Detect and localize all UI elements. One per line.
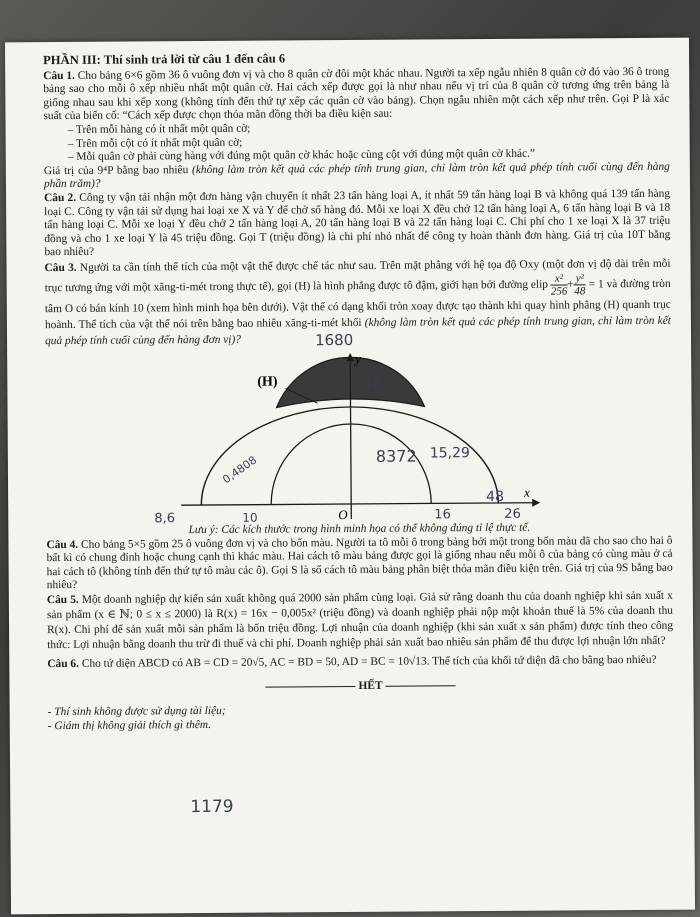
end-rule-right [385,685,455,686]
hand-note-26: 26 [504,506,521,522]
section-heading: PHẦN III: Thí sinh trả lời từ câu 1 đến câu 6 [43,51,286,68]
hand-note-15-29: 15,29 [429,445,470,462]
ellipse-circle-figure [45,349,672,525]
end-marker [47,678,673,696]
hand-note-10-axis: 10 [242,510,258,525]
q1-ask [44,161,670,193]
ellipse-fraction-x [551,272,568,297]
question-4 [46,534,672,593]
q3-ask-italic: (không làm tròn kết quả các phép tính trung gian, chỉ làm tròn kết quả phép tính cuối cùng đến hàng đơn vị)? [45,314,671,348]
question-3-label: Câu 3. [44,261,77,275]
q1-condition-3: – Mỗi quân cờ phải cùng hàng với đúng một quân cờ khác hoặc cùng cột với đúng một quân cờ khác.” [67,147,536,164]
hand-note-8-6: 8,6 [154,511,176,526]
q1-ask-plain: Giá trị của 9⁴P bằng bao nhiêu [43,163,189,177]
hand-note-1680: 1680 [314,330,354,350]
question-3-text-2: và đường tròn tâm O có bán kính 10 (xem hình minh họa bên dưới). Vật thể có dạng khối tròn xoay được tạo thành khi quay hình phẳng (H) quanh trục hoành. Thể tích của vật thể nói trên bằng bao nhiêu xăng-ti-mét khối [44,277,671,332]
q1-condition-2: – Trên mỗi cột có ít nhất một quân cờ; [67,136,243,150]
question-6-label: Câu 6. [47,657,80,670]
question-1-text: Cho bảng 6×6 gồm 36 ô vuông đơn vị và cho 8 quân cờ đôi một khác nhau. Người ta xếp ngẫu nhiên 8 quân cờ đó vào 36 ô trong bảng sao cho mỗi ô xếp nhiều nhất một quân cờ. Hai cách xếp được gọi là như nhau nếu vị trí của 8 quân cờ tương ứng trên bảng là giống nhau sau khi xếp xong (không tính đến thứ tự xếp các quân cờ vào bảng). Chọn ngẫu nhiên một cách xếp như trên. Gọi P là xác suất của biến cố: “Cách xếp được chọn thỏa mãn đồng thời ba điều kiện sau: [43,65,670,123]
frac-y-num: y² [574,272,586,285]
hand-note-16: 16 [434,507,451,523]
q1-condition-1: – Trên mỗi hàng có ít nhất một quân cờ; [67,122,251,136]
ellipse-fraction-y [574,272,586,297]
question-5-text: Một doanh nghiệp dự kiến sản xuất không quá 2000 sản phẩm cùng loại. Giả sử rằng doanh thu của doanh nghiệp khi sản xuất x sản phẩm (x ∈ ℕ; 0 ≤ x ≤ 2000) là R(x) = 16x − 0,005x² (triệu đồng) và doanh nghiệp phải nộp một khoản thuế là 5% của doanh thu R(x). Chi phí để sản xuất mỗi sản phẩm là bốn triệu đồng. Lợi nhuận của doanh nghiệp (khi sản xuất x sản phẩm) được tính theo công thức: Lợi nhuận bằng doanh thu trừ đi thuế và chi phí. Doanh nghiệp phải sản xuất bao nhiêu sản phẩm để thu được lợi nhuận lớn nhất? [46,589,674,651]
hand-note-8372: 8372 [375,446,417,466]
question-2-label: Câu 2. [44,191,77,205]
question-2-text: Công ty vận tải nhận một đơn hàng vận chuyển ít nhất 23 tấn hàng loại A, ít nhất 59 tấn hàng loại B và không quá 139 tấn hàng loại C. Công ty vận tải sử dụng hai loại xe X và Y để chở số hàng đó. Mỗi xe loại X đều chở 12 tấn hàng loại A, 6 tấn hàng loại B và 18 tấn hàng loại C. Mỗi xe loại Y đều chở 2 tấn hàng loại A, 20 tấn hàng loại B và 22 tấn hàng loại C. Chi phí cho 1 xe loại X là 37 triệu đồng và cho 1 xe loại Y là 45 triệu đồng. Gọi T (triệu đồng) là chi phí nhỏ nhất để công ty hoàn thành đơn hàng. Giá trị của 10T bằng bao nhiêu? [44,187,671,259]
hand-note-48: 48 [486,488,505,506]
label-region-h: (H) [257,374,278,390]
frac-x-num: x² [551,272,568,285]
question-5 [47,589,673,653]
label-origin: O [338,506,348,522]
end-label: HẾT [358,679,383,692]
question-3-text-1: Người ta cần tính thể tích của một vật thể được chế tác như sau. Trên mặt phẳng với hệ tọa độ Oxy (một đơn vị độ dài trên mỗi trục tương ứng với một xăng-ti-mét trong thực tế), gọi (H) là hình phẳng được tô đậm, giới hạn bởi đường elip [44,257,671,295]
question-4-label: Câu 4. [46,538,79,551]
label-y: y [355,350,362,366]
question-6 [47,652,673,672]
question-1 [43,65,669,124]
frac-y-den: 48 [574,285,586,298]
ellipse-equals: = 1 [588,278,604,291]
footer-notes [48,701,674,733]
question-5-label: Câu 5. [46,593,79,606]
question-1-label: Câu 1. [43,69,75,82]
hand-note-10-top: 10 [365,375,381,390]
hand-note-1179: 1179 [190,796,234,818]
figure-svg [45,349,672,525]
hand-note-0-4808: 0,4808 [220,453,260,487]
figure-note: Lưu ý: Các kích thước trong hình minh họa có thể không đúng tỉ lệ thực tế. [188,521,531,537]
x-axis [181,503,532,505]
label-x: x [524,484,530,500]
exam-paper [5,38,695,915]
exam-content [43,50,674,818]
question-4-text: Cho bảng 5×5 gồm 25 ô vuông đơn vị và cho bốn màu. Người ta tô mỗi ô trong bảng bởi một trong bốn màu đã cho sao cho hai ô bất kì có chung đỉnh hoặc chung cạnh thì khác màu. Hai cách tô màu bảng được gọi là giống nhau nếu mỗi ô của bảng có cùng màu ở cả hai cách tô (không tính đến thứ tự tô màu các ô). Gọi S là số cách tô màu bảng phân biệt thỏa mãn điều kiện trên. Giá trị của 9S bằng bao nhiêu? [46,534,673,592]
question-3: Câu 3. Người ta cần tính thể tích của một vật thể được chế tác như sau. Trên mặt phẳng với hệ tọa độ Oxy (một đơn vị độ dài trên mỗi trục tương ứng với một xăng-ti-mét trong thực tế), gọi (H) là hình phẳng được tô đậm, giới hạn bởi đường elip $\frac{\text{x²}}{256}$ + $\frac{\text{y²}}{48}$ = 1 và đường tròn tâm O có bán kính 10 (xem hình minh họa bên dưới). Vật thể có dạng khối tròn xoay được tạo thành khi quay hình phẳng (H) quanh trục hoành. Thể tích của vật thể nói trên bằng bao nhiêu xăng-ti-mét khối (không làm tròn kết quả các phép tính trung gian, chỉ làm tròn kết quả phép tính cuối cùng đến hàng đơn vị)? [44,257,671,348]
footer-note-1: - Thí sinh không được sử dụng tài liệu; [47,705,226,719]
question-6-text: Cho tứ diện ABCD có AB = CD = 20√5, AC = BD = 50, AD = BC = 10√13. Thể tích của khối tứ diện đã cho bằng bao nhiêu? [81,653,657,670]
question-2 [44,188,670,260]
footer-note-2: - Giám thị không giải thích gì thêm. [47,719,212,733]
end-rule-left [266,686,356,688]
x-axis-arrow [532,499,540,507]
frac-x-den: 256 [550,285,568,298]
q1-ask-italic: (không làm tròn kết quả các phép tính trung gian, chỉ làm tròn kết quả phép tính cuối cùng đến hàng phần trăm)? [43,160,670,191]
